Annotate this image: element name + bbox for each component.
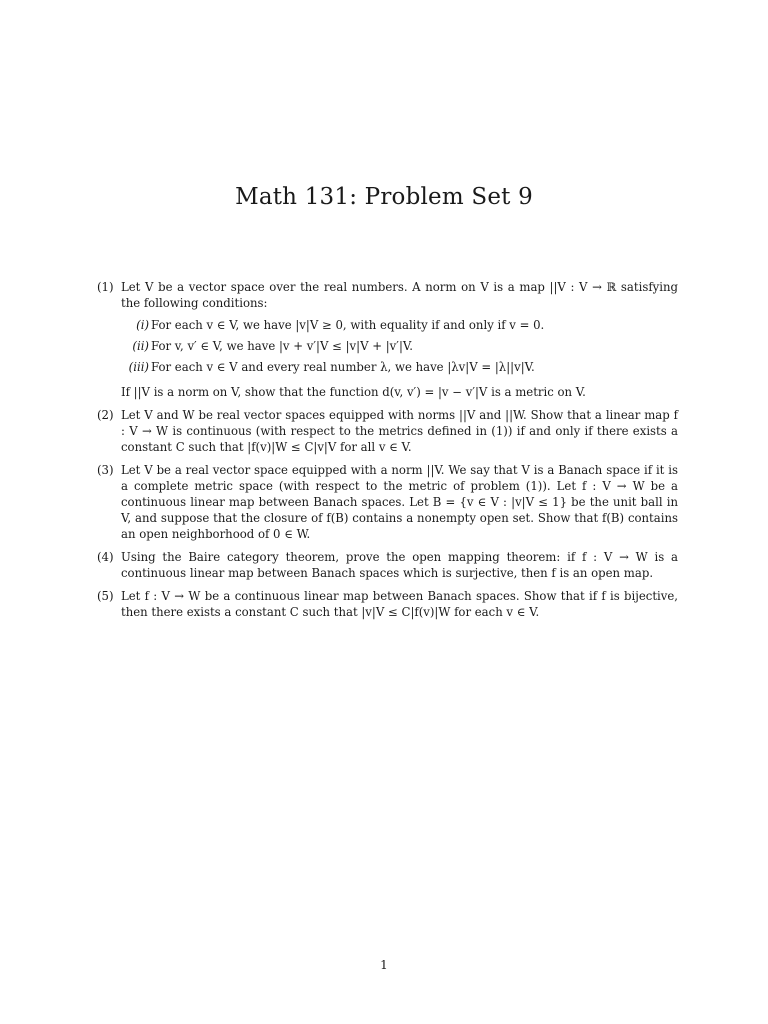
problem-body xyxy=(121,407,678,455)
page-number: 1 xyxy=(380,958,388,972)
condition-label: (ii) xyxy=(132,339,149,353)
condition-label: (iii) xyxy=(128,360,149,374)
problem-number: (2) xyxy=(97,408,114,422)
page-title: Math 131: Problem Set 9 xyxy=(235,184,533,210)
problem-2 xyxy=(97,407,678,455)
condition-text: For each v ∈ V and every real number λ, we have |λv|V = |λ||v|V. xyxy=(151,360,535,374)
problem-3 xyxy=(97,462,678,542)
problem-body xyxy=(121,462,678,542)
condition-i xyxy=(121,317,678,333)
condition-iii xyxy=(121,359,678,375)
problem-body xyxy=(121,279,678,400)
condition-label: (i) xyxy=(136,318,149,332)
problem-list xyxy=(97,279,678,627)
problem-body xyxy=(121,588,678,620)
problem-body xyxy=(121,549,678,581)
problem-number: (3) xyxy=(97,463,114,477)
problem-number: (5) xyxy=(97,589,114,603)
problem-number: (1) xyxy=(97,280,114,294)
problem-5 xyxy=(97,588,678,620)
condition-text: For each v ∈ V, we have |v|V ≥ 0, with equality if and only if v = 0. xyxy=(151,318,545,332)
problem-text: Let V be a vector space over the real numbers. A norm on V is a map ||V : V → ℝ satisfying the following conditions: xyxy=(121,280,678,310)
problem-text: Let V be a real vector space equipped with a norm ||V. We say that V is a Banach space if it is a complete metric space (with respect to the metric of problem (1)). Let f : V → W be a continuous linear map between Banach spaces. Let B = {v ∈ V : |v|V ≤ 1} be the unit ball in V, and suppose that the closure of f(B) contains a nonempty open set. Show that f(B) contains an open neighborhood of 0 ∈ W. xyxy=(121,463,678,541)
problem-text: Let f : V → W be a continuous linear map between Banach spaces. Show that if f is bijective, then there exists a constant C such that |v|V ≤ C|f(v)|W for each v ∈ V. xyxy=(121,589,678,619)
condition-ii xyxy=(121,338,678,354)
problem-conclusion: If ||V is a norm on V, show that the function d(v, v′) = |v − v′|V is a metric on V. xyxy=(121,385,586,399)
problem-4 xyxy=(97,549,678,581)
problem-text: Using the Baire category theorem, prove the open mapping theorem: if f : V → W is a continuous linear map between Banach spaces which is surjective, then f is an open map. xyxy=(121,550,678,580)
condition-text: For v, v′ ∈ V, we have |v + v′|V ≤ |v|V + |v′|V. xyxy=(151,339,413,353)
problem-1 xyxy=(97,279,678,400)
problem-text: Let V and W be real vector spaces equipped with norms ||V and ||W. Show that a linear map f : V → W is continuous (with respect to the metrics defined in (1)) if and only if there exists a constant C such that |f(v)|W ≤ C|v|V for all v ∈ V. xyxy=(121,408,678,454)
problem-number: (4) xyxy=(97,550,114,564)
